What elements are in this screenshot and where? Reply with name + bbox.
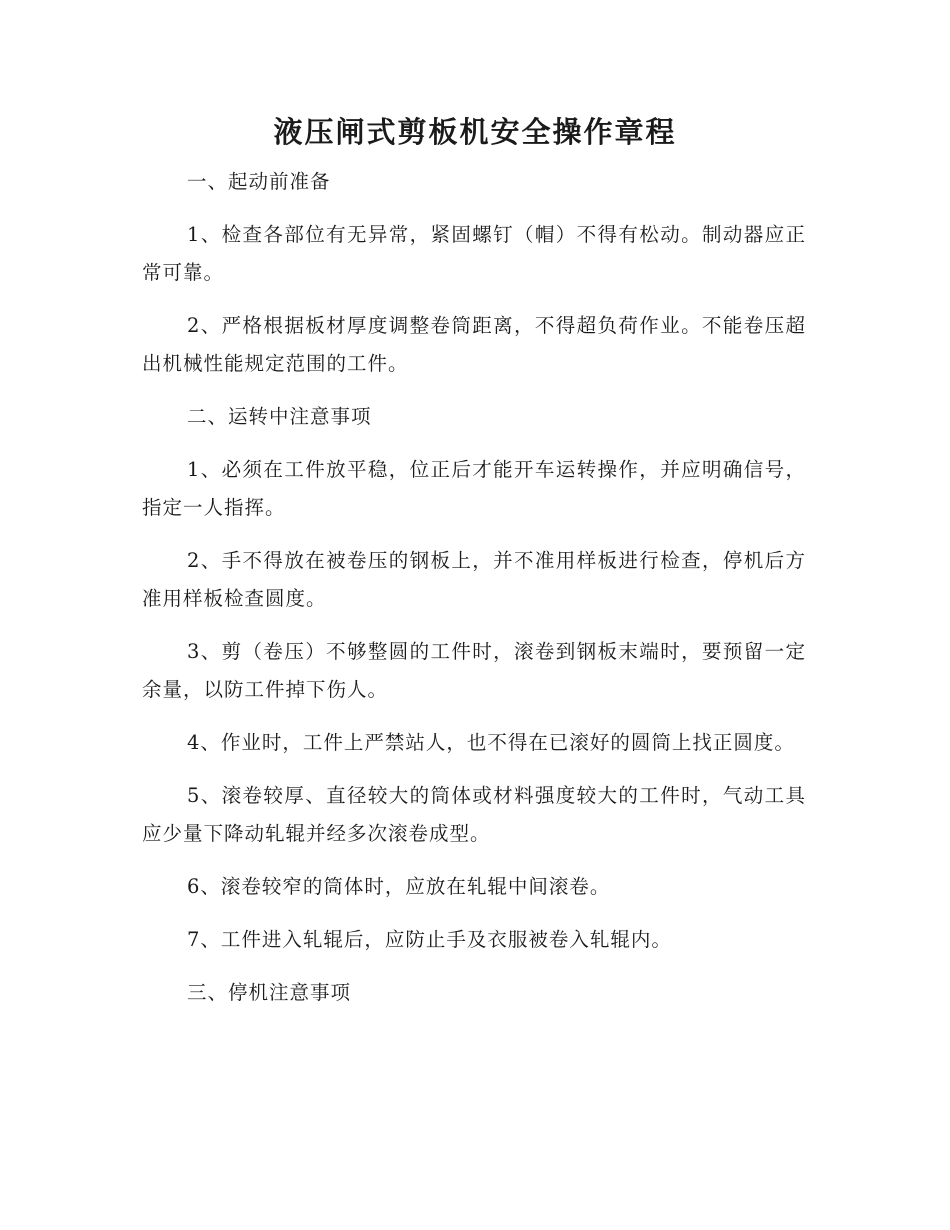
paragraph: 6、滚卷较窄的筒体时，应放在轧辊中间滚卷。 [187,875,611,898]
paragraph: 1、必须在工件放平稳，位正后才能开车运转操作，并应明确信号，指定一人指挥。 [142,458,806,519]
document-body [142,163,806,1027]
page-title: 液压闸式剪板机安全操作章程 [273,115,677,149]
paragraph: 7、工件进入轧辊后，应防止手及衣服被卷入轧辊内。 [187,928,672,951]
paragraph: 4、作业时，工件上严禁站人，也不得在已滚好的圆筒上找正圆度。 [187,731,795,754]
section-heading-operation: 二、运转中注意事项 [187,405,372,428]
paragraph: 3、剪（卷压）不够整圆的工件时，滚卷到钢板末端时，要预留一定余量，以防工件掉下伤人。 [142,640,806,701]
paragraph: 5、滚卷较厚、直径较大的筒体或材料强度较大的工件时，气动工具应少量下降动轧辊并经多次滚卷成型。 [142,784,806,845]
section-heading-preparation: 一、起动前准备 [187,170,331,193]
paragraph: 2、严格根据板材厚度调整卷筒距离，不得超负荷作业。不能卷压超出机械性能规定范围的工件。 [142,314,806,375]
paragraph: 2、手不得放在被卷压的钢板上，并不准用样板进行检查，停机后方准用样板检查圆度。 [142,549,806,610]
section-heading-shutdown: 三、停机注意事项 [187,981,352,1004]
paragraph: 1、检查各部位有无异常，紧固螺钉（帽）不得有松动。制动器应正常可靠。 [142,223,806,284]
